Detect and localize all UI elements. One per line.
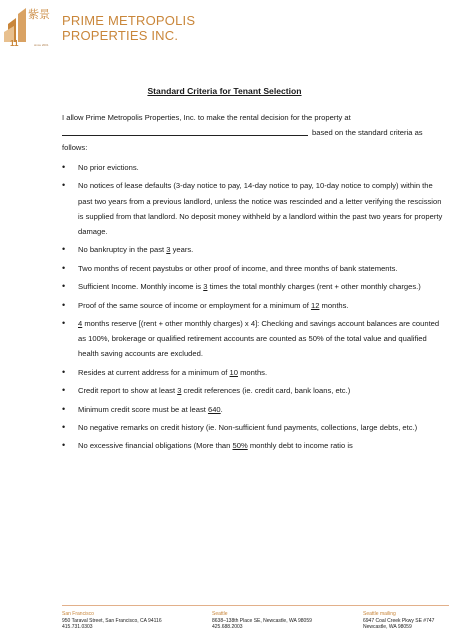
property-address-blank[interactable] (62, 127, 308, 136)
letterhead (0, 0, 449, 50)
footer-office-mailing: Seattle mailing 6947 Coal Creek Pkwy SE #747 Newcastle, WA 98059 (363, 611, 435, 631)
company-logo (2, 2, 58, 48)
svg-text:11: 11 (10, 39, 19, 48)
footer (0, 604, 449, 633)
document-title: Standard Criteria for Tenant Selection (147, 86, 302, 96)
criteria-item: • No notices of lease defaults (3-day notice to pay, 14-day notice to pay, 10-day notice to comply) within the past two years from a previous landlord, unless the notice was rescinded and a letter verifying the rescission is supplied from that landlord. No deposit money withheld by a landlord within the past two years for property damage. (62, 178, 448, 239)
criteria-item: • 4 months reserve [(rent + other monthly charges) x 4]: Checking and savings account balances are counted as 100%, brokerage or qualified retirement accounts are counted as 50% of the total value and qualified health saving accounts are excluded. (62, 316, 448, 362)
company-name-line2: PROPERTIES INC. (62, 28, 179, 43)
criteria-item: • No excessive financial obligations (More than 50% monthly debt to income ratio is (62, 438, 448, 453)
criteria-item: • No prior evictions. (62, 160, 448, 175)
criteria-item: • Proof of the same source of income or employment for a minimum of 12 months. (62, 298, 448, 313)
criteria-item: • Sufficient Income. Monthly income is 3 times the total monthly charges (rent + other monthly charges.) (62, 279, 448, 294)
footer-office-seattle: Seattle 8638–138th Place SE, Newcastle, WA 98059 425.688.2003 (212, 611, 312, 631)
criteria-item: • Resides at current address for a minimum of 10 months. (62, 365, 448, 380)
intro-text-1: I allow Prime Metropolis Properties, Inc. to make the rental decision for the property at (62, 113, 351, 122)
intro-text-2: based on the standard criteria as follows: (62, 128, 423, 152)
svg-text:紫景: 紫景 (28, 8, 50, 21)
criteria-item: • Credit report to show at least 3 credit references (ie. credit card, bank loans, etc.) (62, 383, 448, 398)
company-name (62, 13, 195, 43)
criteria-list (62, 160, 448, 457)
company-name-line1: PRIME METROPOLIS (62, 13, 196, 28)
criteria-item: • Minimum credit score must be at least 640. (62, 402, 448, 417)
svg-text:since 2001: since 2001 (34, 43, 49, 47)
footer-office-sf: San Francisco 950 Taraval Street, San Francisco, CA 94116 415.731.0303 (62, 611, 162, 631)
intro-paragraph (62, 110, 448, 155)
criteria-item: • No negative remarks on credit history (ie. Non-sufficient fund payments, collections, large debts, etc.) (62, 420, 448, 435)
criteria-item: • Two months of recent paystubs or other proof of income, and three months of bank statements. (62, 261, 448, 276)
criteria-item: • No bankruptcy in the past 3 years. (62, 242, 448, 257)
